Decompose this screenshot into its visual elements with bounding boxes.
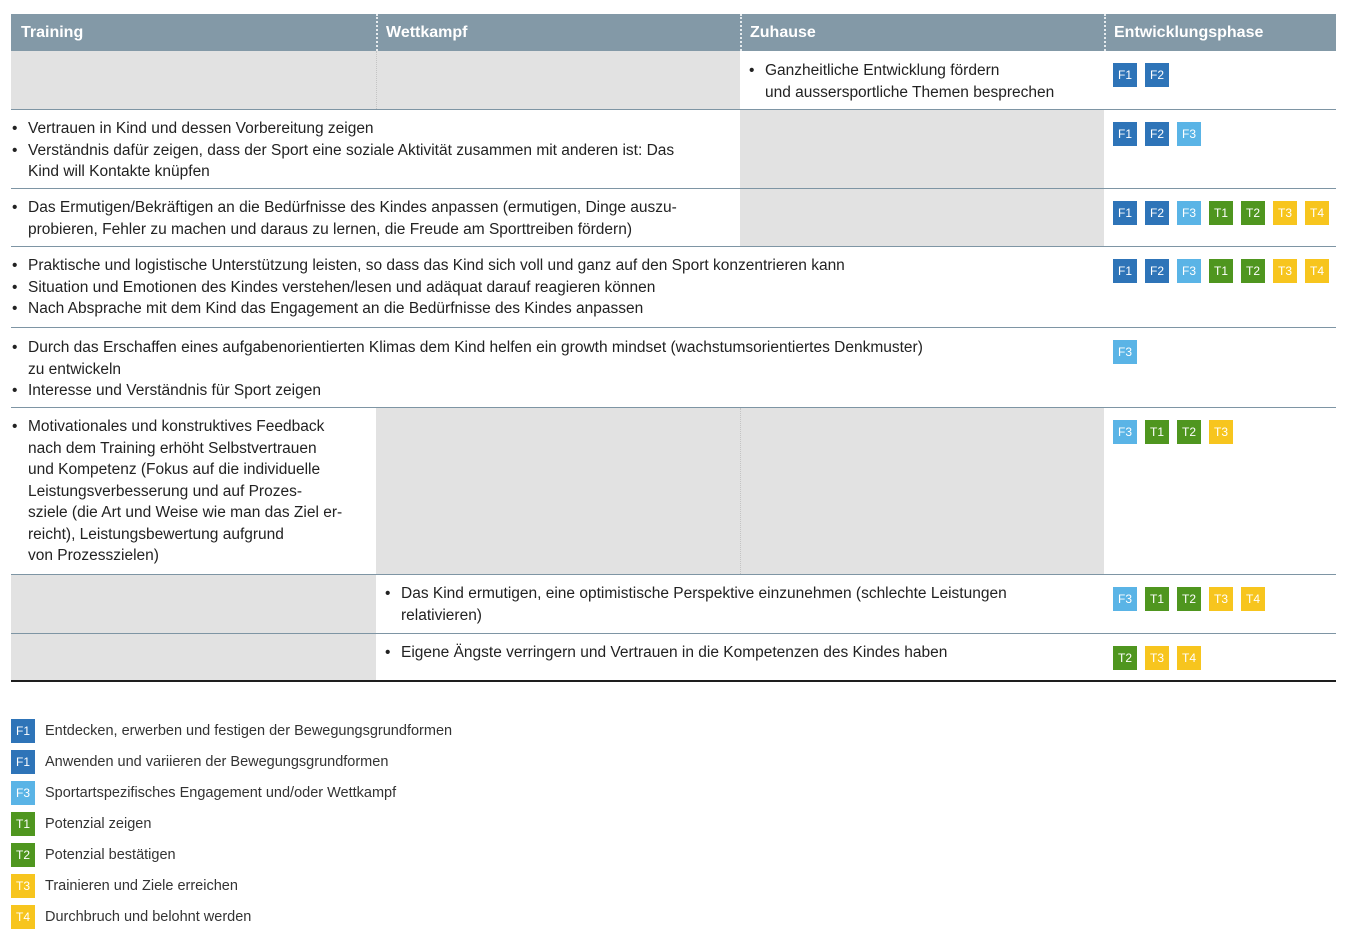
list-item: • Situation und Emotionen des Kindes verstehen/lesen und adäquat darauf reagieren können [11,277,1101,299]
item-list [11,255,1101,320]
phase-badge-f1: F1 [1113,63,1137,87]
item-list [748,60,1104,103]
phase-badge-t2: T2 [1241,259,1265,283]
empty-cell [740,189,1104,246]
list-item: • Interesse und Verständnis für Sport zeigen [11,380,1101,402]
item-list [384,642,1099,664]
phase-badge-f2: F1 [11,750,35,774]
legend-text: Potenzial zeigen [45,816,152,832]
phase-badge-t2: T2 [1113,646,1137,670]
phase-badge-f2: F2 [1145,122,1169,146]
phase-badge-t2: T2 [1177,587,1201,611]
row-content [11,118,726,183]
phase-badge-f1: F1 [1113,201,1137,225]
list-item: • Durch das Erschaffen eines aufgabenorientierten Klimas dem Kind helfen ein growth mindset (wachstumsorientiertes Denkmuster) zu entwickeln [11,337,1101,380]
phase-badge-t1: T1 [1145,420,1169,444]
item-list [11,416,373,567]
phase-badge-f1: F1 [1113,259,1137,283]
header-zuhause: Zuhause [750,24,816,41]
phase-badge-t3: T3 [1209,587,1233,611]
phase-badge-t3: T3 [1273,259,1297,283]
item-list [11,337,1101,402]
phase-badge-f3: F3 [1113,340,1137,364]
header-entwicklungsphase: Entwicklungsphase [1114,24,1264,41]
legend-text: Potenzial bestätigen [45,847,176,863]
table-row [11,328,1336,408]
list-item: • Praktische und logistische Unterstützung leisten, so dass das Kind sich voll und ganz auf den Sport konzentrieren kann [11,255,1101,277]
phase-badge-t1: T1 [1145,587,1169,611]
phase-badge-t4: T4 [1305,259,1329,283]
item-list [11,118,726,183]
row-content [11,337,1101,402]
phase-badges [1113,259,1337,283]
phase-badge-t1: T1 [1209,201,1233,225]
phase-badge-f3: F3 [1177,122,1201,146]
phase-badges [1113,201,1337,225]
phase-badges [1113,646,1209,670]
phase-badge-t1: T1 [1209,259,1233,283]
empty-cell [11,634,376,680]
item-list [384,583,1099,626]
phase-badge-t3: T3 [11,874,35,898]
phase-badge-t2: T2 [1177,420,1201,444]
phase-badges [1113,340,1145,364]
phase-badge-f3: F3 [1177,259,1201,283]
row-content [11,416,373,567]
phase-badge-f1: F1 [1113,122,1137,146]
empty-cell [740,110,1104,188]
development-table [11,14,1336,682]
legend-text: Anwenden und variieren der Bewegungsgrundformen [45,754,389,770]
phase-badge-t1: T1 [11,812,35,836]
list-item: • Ganzheitliche Entwicklung fördern und aussersportliche Themen besprechen [748,60,1104,103]
table-row [11,189,1336,247]
phase-badge-f2: F2 [1145,201,1169,225]
list-item: • Nach Absprache mit dem Kind das Engagement an die Bedürfnisse des Kindes anpassen [11,298,1101,320]
phase-badge-f3: F3 [1177,201,1201,225]
legend-text: Durchbruch und belohnt werden [45,909,252,925]
row-content [11,255,1101,320]
empty-cell [11,575,376,633]
phase-badges [1113,63,1177,87]
phase-badge-f3: F3 [1113,587,1137,611]
list-item: • Das Kind ermutigen, eine optimistische Perspektive einzunehmen (schlechte Leistungen relativieren) [384,583,1099,626]
phase-badge-f1: F1 [11,719,35,743]
phase-badges [1113,420,1241,444]
table-header [11,14,1336,51]
row-content [11,197,731,240]
row-content [748,60,1104,103]
table-row [11,110,1336,189]
row-content [384,642,1099,664]
item-list [11,197,731,240]
table-row [11,634,1336,682]
header-training: Training [21,24,84,41]
list-item: • Verständnis dafür zeigen, dass der Sport eine soziale Aktivität zusammen mit anderen ist: Das Kind will Kontakte knüpfen [11,140,726,183]
phase-badge-f2: F2 [1145,63,1169,87]
phase-badges [1113,587,1273,611]
list-item: • Das Ermutigen/Bekräftigen an die Bedürfnisse des Kindes anpassen (ermutigen, Dinge auszu- probieren, Fehler zu machen und daraus zu lernen, die Freude am Sporttreiben fördern) [11,197,731,240]
phase-badge-f3: F3 [11,781,35,805]
column-divider [376,51,377,109]
phase-badge-t4: T4 [11,905,35,929]
header-wettkampf: Wettkampf [386,24,468,41]
phase-badges [1113,122,1209,146]
table-row [11,408,1336,575]
phase-badge-t3: T3 [1145,646,1169,670]
phase-badge-t4: T4 [1177,646,1201,670]
column-divider [740,408,741,574]
legend-text: Entdecken, erwerben und festigen der Bewegungsgrundformen [45,723,453,739]
phase-badge-t2: T2 [1241,201,1265,225]
table-row [11,575,1336,634]
list-item: • Vertrauen in Kind und dessen Vorbereitung zeigen [11,118,726,140]
legend-text: Trainieren und Ziele erreichen [45,878,238,894]
legend-text: Sportartspezifisches Engagement und/oder Wettkampf [45,785,397,801]
row-content [384,583,1099,626]
phase-badge-f3: F3 [1113,420,1137,444]
list-item: • Motivationales und konstruktives Feedback nach dem Training erhöht Selbstvertrauen und Kompetenz (Fokus auf die individuelle Leistungsverbesserung und auf Prozes- sziele (die Art und Weise wie man das Ziel er- reicht), Leistungsbewertung aufgrund von Prozesszielen) [11,416,373,567]
phase-badge-t4: T4 [1305,201,1329,225]
table-row [11,247,1336,328]
list-item: • Eigene Ängste verringern und Vertrauen in die Kompetenzen des Kindes haben [384,642,1099,664]
phase-badge-t4: T4 [1241,587,1265,611]
phase-badge-t2: T2 [11,843,35,867]
phase-badge-f2: F2 [1145,259,1169,283]
phase-badge-t3: T3 [1273,201,1297,225]
phase-badge-t3: T3 [1209,420,1233,444]
table-row [11,51,1336,110]
